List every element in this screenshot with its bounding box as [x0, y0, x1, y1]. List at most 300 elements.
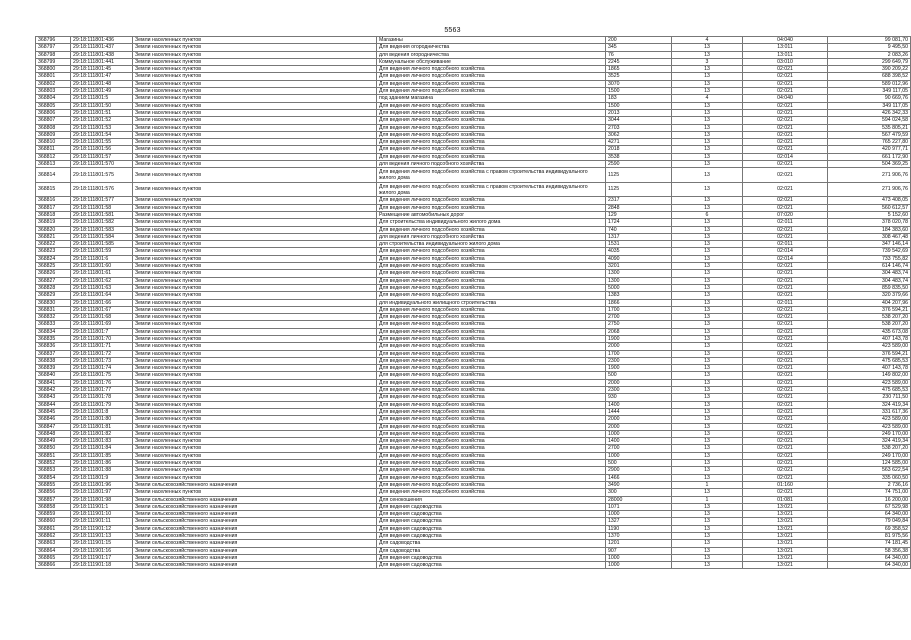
permitted-use-cell: Для ведения садоводства	[377, 525, 606, 532]
land-category-cell: Земли сельскохозяйственного назначения	[133, 554, 377, 561]
permitted-use-cell: Для ведения личного подсобного хозяйства	[377, 131, 606, 138]
area-cell: 1466	[606, 474, 672, 481]
cadastral-number-cell: 29:18:111801:97	[71, 489, 133, 496]
table-row	[36, 430, 911, 437]
land-category-cell: Земли сельскохозяйственного назначения	[133, 511, 377, 518]
cadastral-value-cell: 420 977,71	[828, 146, 911, 153]
area-cell: 1000	[606, 511, 672, 518]
table-row	[36, 95, 911, 102]
row-number-cell: 368855	[36, 481, 71, 488]
group-number-cell: 13	[672, 503, 743, 510]
cadastral-number-cell: 29:18:111801:86	[71, 460, 133, 467]
use-code-cell: 02:021	[743, 372, 828, 379]
table-row	[36, 153, 911, 160]
use-code-cell: 02:021	[743, 423, 828, 430]
land-category-cell: Земли населенных пунктов	[133, 66, 377, 73]
permitted-use-cell: Для ведения огородничества	[377, 44, 606, 51]
group-number-cell: 13	[672, 394, 743, 401]
group-number-cell: 13	[672, 438, 743, 445]
table-row	[36, 328, 911, 335]
group-number-cell: 13	[672, 117, 743, 124]
row-number-cell: 368815	[36, 182, 71, 197]
use-code-cell: 02:021	[743, 474, 828, 481]
cadastral-value-cell: 308 467,48	[828, 233, 911, 240]
land-category-cell: Земли населенных пунктов	[133, 219, 377, 226]
permitted-use-cell: Для ведения личного подсобного хозяйства	[377, 270, 606, 277]
table-row	[36, 117, 911, 124]
land-category-cell: Земли населенных пунктов	[133, 284, 377, 291]
row-number-cell: 368804	[36, 95, 71, 102]
cadastral-value-cell: 320 379,66	[828, 292, 911, 299]
area-cell: 1400	[606, 438, 672, 445]
table-row	[36, 394, 911, 401]
permitted-use-cell: Для ведения садоводства	[377, 562, 606, 569]
area-cell: 1700	[606, 350, 672, 357]
table-row	[36, 379, 911, 386]
permitted-use-cell: Для ведения личного подсобного хозяйства	[377, 416, 606, 423]
row-number-cell: 368852	[36, 460, 71, 467]
cadastral-value-cell: 423 589,00	[828, 379, 911, 386]
use-code-cell: 02:011	[743, 241, 828, 248]
group-number-cell: 13	[672, 533, 743, 540]
area-cell: 1900	[606, 365, 672, 372]
area-cell: 1370	[606, 533, 672, 540]
cadastral-value-cell: 99 081,70	[828, 37, 911, 44]
permitted-use-cell: Для ведения личного подсобного хозяйства	[377, 379, 606, 386]
area-cell: 2000	[606, 416, 672, 423]
permitted-use-cell: Для ведения личного подсобного хозяйства	[377, 277, 606, 284]
cadastral-value-cell: 324 419,34	[828, 438, 911, 445]
permitted-use-cell: для ведения личного подсобного хозяйства	[377, 161, 606, 168]
row-number-cell: 368853	[36, 467, 71, 474]
cadastral-number-cell: 29:18:111801:79	[71, 401, 133, 408]
cadastral-value-cell: 64 340,00	[828, 554, 911, 561]
area-cell: 500	[606, 372, 672, 379]
area-cell: 1400	[606, 401, 672, 408]
use-code-cell: 13:021	[743, 540, 828, 547]
area-cell: 500	[606, 460, 672, 467]
group-number-cell: 13	[672, 197, 743, 204]
group-number-cell: 13	[672, 554, 743, 561]
cadastral-number-cell: 29:18:111801:584	[71, 233, 133, 240]
land-category-cell: Земли населенных пунктов	[133, 95, 377, 102]
row-number-cell: 368841	[36, 379, 71, 386]
cadastral-number-cell: 29:18:111801:47	[71, 73, 133, 80]
group-number-cell: 13	[672, 66, 743, 73]
cadastral-number-cell: 29:18:111801:68	[71, 314, 133, 321]
permitted-use-cell: Для ведения личного подсобного хозяйства	[377, 335, 606, 342]
row-number-cell: 368831	[36, 306, 71, 313]
cadastral-value-cell: 2 736,16	[828, 481, 911, 488]
land-category-cell: Земли населенных пунктов	[133, 80, 377, 87]
area-cell: 345	[606, 44, 672, 51]
row-number-cell: 368850	[36, 445, 71, 452]
cadastral-value-cell: 535 805,21	[828, 124, 911, 131]
table-row	[36, 562, 911, 569]
cadastral-value-cell: 538 207,20	[828, 314, 911, 321]
row-number-cell: 368812	[36, 153, 71, 160]
cadastral-value-cell: 390 209,22	[828, 66, 911, 73]
group-number-cell: 13	[672, 153, 743, 160]
area-cell: 2000	[606, 379, 672, 386]
table-row	[36, 518, 911, 525]
cadastral-number-cell: 29:18:111801:67	[71, 306, 133, 313]
permitted-use-cell: Для ведения личного подсобного хозяйства	[377, 314, 606, 321]
cadastral-number-cell: 29:18:111901:15	[71, 540, 133, 547]
table-row	[36, 401, 911, 408]
cadastral-value-cell: 249 170,00	[828, 430, 911, 437]
use-code-cell: 02:021	[743, 88, 828, 95]
permitted-use-cell: Для ведения личного подсобного хозяйства	[377, 197, 606, 204]
land-category-cell: Земли населенных пунктов	[133, 292, 377, 299]
area-cell: 4271	[606, 139, 672, 146]
row-number-cell: 368816	[36, 197, 71, 204]
area-cell: 4090	[606, 255, 672, 262]
use-code-cell: 04:040	[743, 95, 828, 102]
cadastral-number-cell: 29:18:111801:74	[71, 365, 133, 372]
table-row	[36, 489, 911, 496]
row-number-cell: 368817	[36, 204, 71, 211]
cadastral-number-cell: 29:18:111801:436	[71, 37, 133, 44]
use-code-cell: 02:021	[743, 387, 828, 394]
group-number-cell: 13	[672, 423, 743, 430]
table-row	[36, 44, 911, 51]
cadastral-value-cell: 739 542,69	[828, 248, 911, 255]
area-cell: 2317	[606, 197, 672, 204]
land-category-cell: Земли населенных пунктов	[133, 460, 377, 467]
group-number-cell: 13	[672, 204, 743, 211]
cadastral-value-cell: 407 143,78	[828, 365, 911, 372]
table-row	[36, 474, 911, 481]
group-number-cell: 13	[672, 299, 743, 306]
group-number-cell: 13	[672, 321, 743, 328]
row-number-cell: 368843	[36, 394, 71, 401]
use-code-cell: 02:021	[743, 182, 828, 197]
cadastral-number-cell: 29:18:111801:61	[71, 270, 133, 277]
land-category-cell: Земли населенных пунктов	[133, 343, 377, 350]
row-number-cell: 368826	[36, 270, 71, 277]
use-code-cell: 02:021	[743, 146, 828, 153]
use-code-cell: 02:021	[743, 350, 828, 357]
cadastral-number-cell: 29:18:111801:583	[71, 226, 133, 233]
area-cell: 1444	[606, 408, 672, 415]
row-number-cell: 368799	[36, 58, 71, 65]
area-cell: 2700	[606, 314, 672, 321]
row-number-cell: 368798	[36, 51, 71, 58]
cadastral-number-cell: 29:18:111901:12	[71, 525, 133, 532]
permitted-use-cell: Для ведения личного подсобного хозяйства	[377, 139, 606, 146]
area-cell: 2013	[606, 109, 672, 116]
row-number-cell: 368801	[36, 73, 71, 80]
area-cell: 2018	[606, 146, 672, 153]
cadastral-number-cell: 29:18:111801:88	[71, 467, 133, 474]
permitted-use-cell: Для ведения личного подсобного хозяйства	[377, 445, 606, 452]
land-category-cell: Земли населенных пунктов	[133, 204, 377, 211]
permitted-use-cell: Для садоводства	[377, 547, 606, 554]
use-code-cell: 02:021	[743, 270, 828, 277]
group-number-cell: 13	[672, 452, 743, 459]
use-code-cell: 02:021	[743, 430, 828, 437]
permitted-use-cell: Для ведения личного подсобного хозяйства	[377, 263, 606, 270]
area-cell: 930	[606, 394, 672, 401]
cadastral-value-cell: 9 495,50	[828, 44, 911, 51]
land-category-cell: Земли населенных пунктов	[133, 299, 377, 306]
cadastral-number-cell: 29:18:111801:83	[71, 438, 133, 445]
permitted-use-cell: Для ведения личного подсобного хозяйства	[377, 292, 606, 299]
group-number-cell: 13	[672, 365, 743, 372]
cadastral-value-cell: 589 012,96	[828, 80, 911, 87]
permitted-use-cell: Для ведения личного подсобного хозяйства	[377, 117, 606, 124]
table-row	[36, 131, 911, 138]
table-row	[36, 314, 911, 321]
group-number-cell: 13	[672, 102, 743, 109]
group-number-cell: 13	[672, 139, 743, 146]
permitted-use-cell: Для ведения садоводства	[377, 511, 606, 518]
table-row	[36, 540, 911, 547]
land-category-cell: Земли населенных пунктов	[133, 263, 377, 270]
cadastral-value-cell: 376 594,21	[828, 306, 911, 313]
group-number-cell: 13	[672, 350, 743, 357]
area-cell: 740	[606, 226, 672, 233]
use-code-cell: 13:021	[743, 525, 828, 532]
group-number-cell: 13	[672, 460, 743, 467]
use-code-cell: 02:021	[743, 467, 828, 474]
land-category-cell: Земли населенных пунктов	[133, 58, 377, 65]
cadastral-value-cell: 64 340,00	[828, 562, 911, 569]
row-number-cell: 368862	[36, 533, 71, 540]
land-category-cell: Земли населенных пунктов	[133, 241, 377, 248]
group-number-cell: 13	[672, 131, 743, 138]
area-cell: 3062	[606, 131, 672, 138]
cadastral-number-cell: 29:18:111801:72	[71, 350, 133, 357]
table-row	[36, 481, 911, 488]
use-code-cell: 02:014	[743, 255, 828, 262]
cadastral-value-cell: 271 906,76	[828, 168, 911, 183]
cadastral-number-cell: 29:18:111801:577	[71, 197, 133, 204]
row-number-cell: 368840	[36, 372, 71, 379]
page-number: 5563	[444, 27, 461, 34]
permitted-use-cell: Для ведения садоводства	[377, 554, 606, 561]
group-number-cell: 13	[672, 44, 743, 51]
cadastral-value-cell: 299 649,79	[828, 58, 911, 65]
table-row	[36, 372, 911, 379]
table-row	[36, 554, 911, 561]
permitted-use-cell: Для ведения личного подсобного хозяйства	[377, 423, 606, 430]
use-code-cell: 03:010	[743, 58, 828, 65]
area-cell: 2703	[606, 124, 672, 131]
permitted-use-cell: Для ведения личного подсобного хозяйства	[377, 66, 606, 73]
group-number-cell: 1	[672, 481, 743, 488]
area-cell: 1531	[606, 241, 672, 248]
permitted-use-cell: Для ведения личного подсобного хозяйства	[377, 467, 606, 474]
use-code-cell: 02:021	[743, 102, 828, 109]
land-category-cell: Земли населенных пунктов	[133, 474, 377, 481]
cadastral-number-cell: 29:18:111901:1	[71, 503, 133, 510]
land-category-cell: Земли населенных пунктов	[133, 430, 377, 437]
cadastral-number-cell: 29:18:111901:18	[71, 562, 133, 569]
land-category-cell: Земли населенных пунктов	[133, 489, 377, 496]
area-cell: 300	[606, 489, 672, 496]
area-cell: 2590	[606, 161, 672, 168]
permitted-use-cell: Для ведения личного подсобного хозяйства	[377, 255, 606, 262]
area-cell: 5000	[606, 284, 672, 291]
permitted-use-cell: Для ведения личного подсобного хозяйства	[377, 460, 606, 467]
table-row	[36, 66, 911, 73]
table-body	[36, 37, 911, 569]
land-category-cell: Земли сельскохозяйственного назначения	[133, 503, 377, 510]
table-row	[36, 467, 911, 474]
cadastral-number-cell: 29:18:111801:75	[71, 372, 133, 379]
land-category-cell: Земли населенных пунктов	[133, 314, 377, 321]
row-number-cell: 368849	[36, 438, 71, 445]
group-number-cell: 13	[672, 109, 743, 116]
cadastral-value-cell: 64 340,00	[828, 511, 911, 518]
table-row	[36, 197, 911, 204]
area-cell: 1000	[606, 430, 672, 437]
permitted-use-cell: Для ведения садоводства	[377, 503, 606, 510]
table-row	[36, 168, 911, 183]
cadastral-value-cell: 567 479,59	[828, 131, 911, 138]
land-category-cell: Земли сельскохозяйственного назначения	[133, 525, 377, 532]
use-code-cell: 13:021	[743, 562, 828, 569]
area-cell: 1724	[606, 219, 672, 226]
use-code-cell: 02:021	[743, 226, 828, 233]
area-cell: 1300	[606, 277, 672, 284]
group-number-cell: 13	[672, 467, 743, 474]
land-category-cell: Земли населенных пунктов	[133, 365, 377, 372]
permitted-use-cell: Для ведения личного подсобного хозяйства	[377, 248, 606, 255]
group-number-cell: 13	[672, 161, 743, 168]
group-number-cell: 13	[672, 547, 743, 554]
table-row	[36, 416, 911, 423]
row-number-cell: 368806	[36, 109, 71, 116]
table-row	[36, 387, 911, 394]
permitted-use-cell: Для ведения садоводства	[377, 518, 606, 525]
land-category-cell: Земли населенных пунктов	[133, 306, 377, 313]
group-number-cell: 13	[672, 255, 743, 262]
area-cell: 2245	[606, 58, 672, 65]
permitted-use-cell: Для ведения личного подсобного хозяйства	[377, 204, 606, 211]
group-number-cell: 13	[672, 518, 743, 525]
land-category-cell: Земли населенных пунктов	[133, 73, 377, 80]
use-code-cell: 02:021	[743, 357, 828, 364]
group-number-cell: 13	[672, 124, 743, 131]
cadastral-value-cell: 74 181,45	[828, 540, 911, 547]
table-row	[36, 335, 911, 342]
land-category-cell: Земли населенных пунктов	[133, 44, 377, 51]
cadastral-value-cell: 538 207,20	[828, 445, 911, 452]
row-number-cell: 368847	[36, 423, 71, 430]
use-code-cell: 02:021	[743, 379, 828, 386]
cadastral-number-cell: 29:18:111801:6	[71, 255, 133, 262]
area-cell: 1900	[606, 335, 672, 342]
group-number-cell: 13	[672, 270, 743, 277]
table-row	[36, 51, 911, 58]
cadastral-value-cell: 538 207,20	[828, 321, 911, 328]
area-cell: 76	[606, 51, 672, 58]
use-code-cell: 02:021	[743, 73, 828, 80]
permitted-use-cell: Для ведения личного подсобного хозяйства	[377, 387, 606, 394]
land-category-cell: Земли населенных пунктов	[133, 379, 377, 386]
row-number-cell: 368823	[36, 248, 71, 255]
cadastral-number-cell: 29:18:111801:48	[71, 80, 133, 87]
cadastral-number-cell: 29:18:111801:64	[71, 292, 133, 299]
use-code-cell: 02:021	[743, 277, 828, 284]
use-code-cell: 02:011	[743, 219, 828, 226]
table-row	[36, 161, 911, 168]
area-cell: 1071	[606, 503, 672, 510]
permitted-use-cell: Для ведения личного подсобного хозяйства	[377, 474, 606, 481]
group-number-cell: 13	[672, 445, 743, 452]
table-row	[36, 525, 911, 532]
use-code-cell: 02:021	[743, 204, 828, 211]
permitted-use-cell: Для ведения личного подсобного хозяйства	[377, 357, 606, 364]
group-number-cell: 13	[672, 226, 743, 233]
group-number-cell: 13	[672, 248, 743, 255]
group-number-cell: 13	[672, 430, 743, 437]
permitted-use-cell: Коммунальное обслуживание	[377, 58, 606, 65]
land-category-cell: Земли населенных пунктов	[133, 387, 377, 394]
row-number-cell: 368814	[36, 168, 71, 183]
row-number-cell: 368796	[36, 37, 71, 44]
group-number-cell: 13	[672, 73, 743, 80]
row-number-cell: 368803	[36, 88, 71, 95]
land-category-cell: Земли сельскохозяйственного назначения	[133, 518, 377, 525]
cadastral-number-cell: 29:18:111801:70	[71, 335, 133, 342]
row-number-cell: 368810	[36, 139, 71, 146]
area-cell: 3201	[606, 263, 672, 270]
land-category-cell: Земли населенных пунктов	[133, 109, 377, 116]
area-cell: 3525	[606, 73, 672, 80]
table-row	[36, 547, 911, 554]
use-code-cell: 13:021	[743, 533, 828, 540]
table-row	[36, 241, 911, 248]
cadastral-number-cell: 29:18:111801:57	[71, 153, 133, 160]
land-category-cell: Земли населенных пунктов	[133, 416, 377, 423]
group-number-cell: 13	[672, 357, 743, 364]
cadastral-value-cell: 79 049,84	[828, 518, 911, 525]
cadastral-value-cell: 423 589,00	[828, 343, 911, 350]
area-cell: 3538	[606, 153, 672, 160]
use-code-cell: 02:021	[743, 161, 828, 168]
cadastral-value-cell: 614 146,74	[828, 263, 911, 270]
area-cell: 2300	[606, 387, 672, 394]
cadastral-number-cell: 29:18:111801:54	[71, 131, 133, 138]
group-number-cell: 13	[672, 335, 743, 342]
group-number-cell: 13	[672, 328, 743, 335]
use-code-cell: 02:014	[743, 248, 828, 255]
table-row	[36, 73, 911, 80]
use-code-cell: 02:011	[743, 299, 828, 306]
table-row	[36, 423, 911, 430]
group-number-cell: 4	[672, 37, 743, 44]
land-category-cell: Земли населенных пунктов	[133, 226, 377, 233]
land-category-cell: Земли сельскохозяйственного назначения	[133, 547, 377, 554]
area-cell: 4035	[606, 248, 672, 255]
table-row	[36, 445, 911, 452]
use-code-cell: 02:014	[743, 153, 828, 160]
cadastral-number-cell: 29:18:111901:10	[71, 511, 133, 518]
group-number-cell: 13	[672, 474, 743, 481]
cadastral-value-cell: 435 673,08	[828, 328, 911, 335]
cadastral-value-cell: 376 594,21	[828, 350, 911, 357]
row-number-cell: 368845	[36, 408, 71, 415]
cadastral-number-cell: 29:18:111801:576	[71, 182, 133, 197]
land-category-cell: Земли населенных пунктов	[133, 277, 377, 284]
area-cell: 2300	[606, 357, 672, 364]
cadastral-value-cell: 67 529,98	[828, 503, 911, 510]
cadastral-value-table-sheet	[35, 36, 908, 569]
